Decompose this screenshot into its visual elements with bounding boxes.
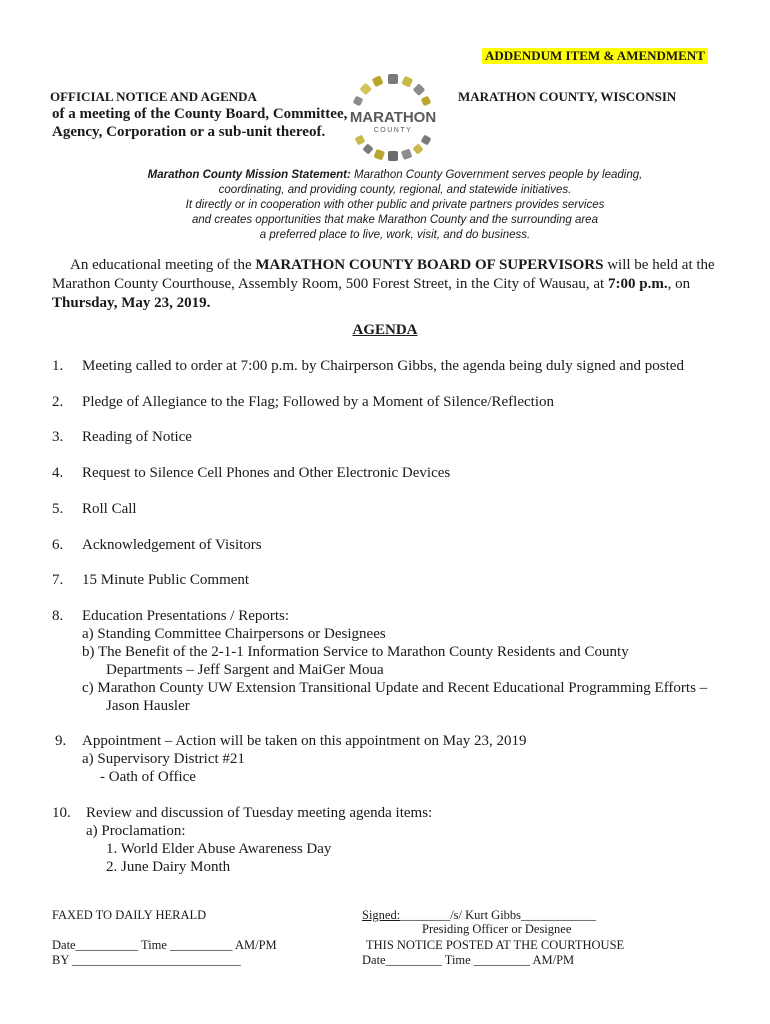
meeting-date: Thursday, May 23, 2019.	[52, 295, 211, 311]
item-number: 10.	[52, 805, 71, 821]
county-state-heading: MARATHON COUNTY, WISCONSIN	[458, 89, 677, 104]
item-text: Review and discussion of Tuesday meeting agenda items:	[86, 805, 433, 821]
mission-line4: and creates opportunities that make Marathon County and the surrounding area	[192, 214, 598, 226]
meeting-intro-paragraph	[52, 256, 720, 313]
notice-subtitle-line1: of a meeting of the County Board, Committee,	[52, 106, 348, 122]
proclamation-2: 2. June Dairy Month	[106, 859, 231, 875]
faxed-by: BY ___________________________	[52, 953, 241, 967]
mission-line3: It directly or in cooperation with other public and private partners provides services	[185, 199, 605, 211]
item-text: Appointment – Action will be taken on this appointment on May 23, 2019	[82, 733, 527, 749]
intro-text-3: , on	[667, 276, 691, 292]
item-text: Roll Call	[82, 501, 137, 517]
official-notice-title: OFFICIAL NOTICE AND AGENDA	[50, 89, 257, 104]
mission-statement	[100, 168, 690, 243]
item-number: 9.	[55, 733, 67, 749]
item-8c: c) Marathon County UW Extension Transitional Update and Recent Educational Programming Efforts –	[82, 680, 708, 696]
item-number: 6.	[52, 537, 64, 553]
faxed-date-time: Date__________ Time __________ AM/PM	[52, 938, 277, 952]
signed-label: Signed:	[362, 908, 401, 922]
item-number: 2.	[52, 394, 64, 410]
presiding-officer-label: Presiding Officer or Designee	[422, 922, 572, 936]
proclamation-1: 1. World Elder Abuse Awareness Day	[106, 841, 332, 857]
item-number: 1.	[52, 358, 64, 374]
mission-label: Marathon County Mission Statement:	[147, 169, 351, 181]
svg-text:MARATHON: MARATHON	[349, 109, 437, 126]
addendum-label: ADDENDUM ITEM & AMENDMENT	[482, 48, 708, 64]
svg-text:COUNTY: COUNTY	[373, 127, 413, 134]
board-name: MARATHON COUNTY BOARD OF SUPERVISORS	[255, 257, 604, 273]
item-text: Meeting called to order at 7:00 p.m. by Chairperson Gibbs, the agenda being duly signed and posted	[82, 358, 684, 374]
mission-line1: Marathon County Government serves people by leading,	[354, 169, 643, 181]
logo-circle-icon	[344, 72, 442, 162]
agenda-title: AGENDA	[352, 322, 418, 338]
item-text: Acknowledgement of Visitors	[82, 537, 262, 553]
item-text: Request to Silence Cell Phones and Other Electronic Devices	[82, 465, 451, 481]
item-9a-oath: - Oath of Office	[100, 769, 196, 785]
marathon-county-logo	[344, 72, 442, 162]
item-10a: a) Proclamation:	[86, 823, 186, 839]
faxed-to-label: FAXED TO DAILY HERALD	[52, 908, 207, 922]
mission-line5: a preferred place to live, work, visit, and do business.	[259, 229, 531, 241]
intro-text-2: will be held at the Marathon County Courthouse, Assembly Room, 500 Forest Street, in the City of Wausau, at	[52, 257, 715, 292]
item-number: 3.	[52, 429, 64, 445]
meeting-time: 7:00 p.m.	[607, 276, 668, 292]
item-number: 4.	[52, 465, 64, 481]
item-text: Education Presentations / Reports:	[82, 608, 290, 624]
item-number: 8.	[52, 608, 64, 624]
item-8b-cont: Departments – Jeff Sargent and MaiGer Moua	[106, 662, 384, 678]
intro-text-1: An educational meeting of the	[70, 257, 256, 273]
item-text: Reading of Notice	[82, 429, 192, 445]
notice-subtitle-line2: Agency, Corporation or a sub-unit thereof.	[52, 124, 326, 140]
item-text: Pledge of Allegiance to the Flag; Followed by a Moment of Silence/Reflection	[82, 394, 554, 410]
item-9a: a) Supervisory District #21	[82, 751, 245, 767]
item-number: 5.	[52, 501, 64, 517]
item-8c-cont: Jason Hausler	[106, 698, 190, 714]
item-number: 7.	[52, 572, 64, 588]
signature-line	[362, 908, 596, 923]
posted-notice-label: THIS NOTICE POSTED AT THE COURTHOUSE	[366, 938, 625, 952]
posted-date-time: Date_________ Time _________ AM/PM	[362, 953, 575, 967]
item-text: 15 Minute Public Comment	[82, 572, 250, 588]
item-8b: b) The Benefit of the 2-1-1 Information Service to Marathon County Residents and County	[82, 644, 629, 660]
item-8a: a) Standing Committee Chairpersons or Designees	[82, 626, 386, 642]
mission-line2: coordinating, and providing county, regional, and statewide initiatives.	[218, 184, 572, 196]
signed-value: ________/s/ Kurt Gibbs____________	[400, 908, 597, 922]
header-left	[50, 88, 347, 141]
